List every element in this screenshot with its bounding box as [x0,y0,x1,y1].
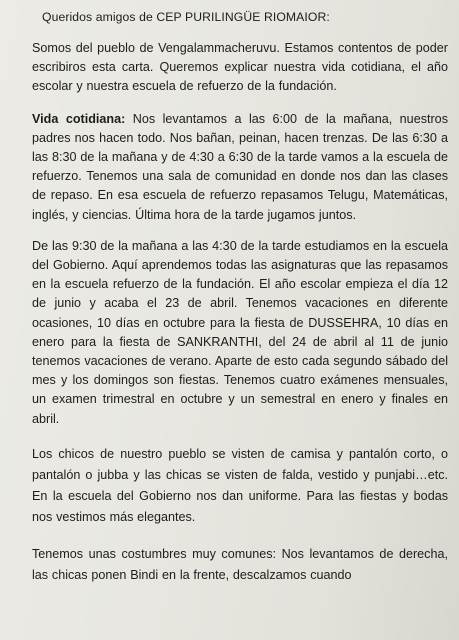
paragraph-school-year: De las 9:30 de la mañana a las 4:30 de la tarde estudiamos en la escuela del Gobierno. Aquí aprendemos todas las asignaturas que las repasamos en la escuela refuerzo de la fundación. El año escolar empieza el día 12 de junio y acaba el 23 de abril. Tenemos vacaciones en diferente ocasiones, 10 días en octubre para la fiesta de DUSSEHRA, 10 días en enero para la fiesta de SANKRANTHI, del 24 de abril al 11 de junio tenemos vacaciones de verano. Aparte de esto cada segundo sábado del mes y los domingos son fiestas. Tenemos cuatro exámenes mensuales, un examen trimestral en octubre y un semestral en enero y finales en abril. [32,238,448,426]
daily-life-heading: Vida cotidiana: [32,111,126,126]
paragraph-daily-life [32,110,448,225]
daily-life-text: Nos levantamos a las 6:00 de la mañana, nuestros padres nos hacen todo. Nos bañan, peinan, hacen trenzas. De las 6:30 a las 8:30 de la mañana y de 4:30 a 6:30 de la tarde vamos a la escuela de refuerzo. Tenemos una sala de comunidad en donde nos dan las clases de repaso. En esa escuela de refuerzo repasamos Telugu, Matemáticas, inglés, y ciencias. Última hora de la tarde jugamos juntos. [32,111,448,222]
paragraph-customs: Tenemos unas costumbres muy comunes: Nos levantamos de derecha, las chicas ponen Bindi en la frente, descalzamos cuando [32,546,448,582]
paragraph-introduction: Somos del pueblo de Vengalammacheruvu. Estamos contentos de poder escribiros esta carta. Queremos explicar nuestra vida cotidiana, el año escolar y nuestra escuela de refuerzo de la fundación. [32,41,448,94]
paragraph-clothing: Los chicos de nuestro pueblo se visten de camisa y pantalón corto, o pantalón o jubba y las chicas se visten de falda, vestido y punjabi…etc. En la escuela del Gobierno nos dan uniforme. Para las fiestas y bodas nos vestimos más elegantes. [32,446,448,524]
letter-salutation: Queridos amigos de CEP PURILINGÜE RIOMAIOR: [42,10,330,24]
